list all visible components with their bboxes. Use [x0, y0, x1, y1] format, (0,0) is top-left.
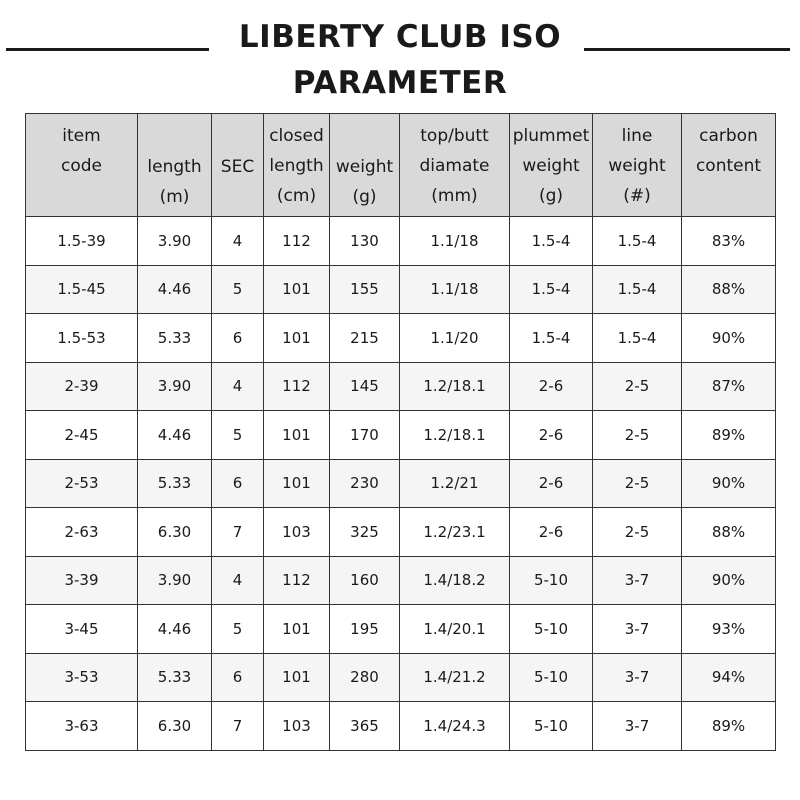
column-header-text: weight — [335, 157, 394, 177]
table-row — [26, 605, 776, 654]
table-cell-top-butt-diameter: 1.1/20 — [400, 314, 510, 363]
table-cell-weight: 325 — [330, 508, 400, 557]
table-cell-sec: 4 — [212, 217, 264, 266]
table-cell-carbon-content: 90% — [682, 556, 776, 605]
table-row — [26, 217, 776, 266]
table-cell-sec: 5 — [212, 411, 264, 460]
table-cell-top-butt-diameter: 1.2/18.1 — [400, 362, 510, 411]
table-cell-sec: 7 — [212, 702, 264, 751]
table-cell-closed-length: 112 — [264, 362, 330, 411]
table-cell-carbon-content: 89% — [682, 411, 776, 460]
table-row — [26, 556, 776, 605]
table-cell-closed-length: 112 — [264, 556, 330, 605]
column-header-text: length — [147, 157, 202, 177]
table-row — [26, 459, 776, 508]
table-row — [26, 702, 776, 751]
column-header-text: line — [621, 126, 653, 146]
table-cell-sec: 6 — [212, 459, 264, 508]
column-header-length — [138, 114, 212, 217]
table-cell-item-code: 2-53 — [26, 459, 138, 508]
table-cell-top-butt-diameter: 1.4/18.2 — [400, 556, 510, 605]
column-header-text: top/butt — [420, 126, 489, 146]
column-header-text: SEC — [220, 157, 255, 177]
parameter-table — [25, 113, 776, 751]
table-cell-carbon-content: 87% — [682, 362, 776, 411]
table-cell-length: 5.33 — [138, 653, 212, 702]
table-cell-weight: 160 — [330, 556, 400, 605]
table-body — [26, 217, 776, 751]
table-header-row — [26, 114, 776, 217]
table-cell-line-weight: 1.5-4 — [593, 314, 682, 363]
table-cell-top-butt-diameter: 1.1/18 — [400, 217, 510, 266]
title-rule-left — [6, 48, 209, 51]
table-cell-sec: 7 — [212, 508, 264, 557]
table-cell-plummet-weight: 5-10 — [510, 556, 593, 605]
table-cell-length: 6.30 — [138, 702, 212, 751]
table-row — [26, 411, 776, 460]
table-cell-closed-length: 101 — [264, 653, 330, 702]
table-cell-plummet-weight: 2-6 — [510, 411, 593, 460]
table-cell-line-weight: 3-7 — [593, 556, 682, 605]
column-header-text: length — [269, 156, 324, 176]
table-cell-item-code: 3-63 — [26, 702, 138, 751]
table-row — [26, 314, 776, 363]
column-header-carbon-content — [682, 114, 776, 217]
table-cell-length: 3.90 — [138, 556, 212, 605]
table-cell-item-code: 2-39 — [26, 362, 138, 411]
column-header-text: weight — [522, 156, 580, 176]
table-cell-item-code: 2-45 — [26, 411, 138, 460]
table-cell-closed-length: 101 — [264, 411, 330, 460]
table-row — [26, 508, 776, 557]
table-cell-sec: 4 — [212, 556, 264, 605]
table-cell-weight: 215 — [330, 314, 400, 363]
table-cell-length: 5.33 — [138, 459, 212, 508]
column-header-line-weight — [593, 114, 682, 217]
table-cell-weight: 365 — [330, 702, 400, 751]
table-cell-item-code: 1.5-45 — [26, 265, 138, 314]
table-cell-closed-length: 112 — [264, 217, 330, 266]
column-header-top-butt-diameter — [400, 114, 510, 217]
page-title-line-2: PARAMETER — [292, 65, 508, 101]
column-header-text: content — [695, 156, 762, 176]
table-cell-closed-length: 103 — [264, 702, 330, 751]
column-header-text: diamate — [419, 156, 490, 176]
table-cell-carbon-content: 90% — [682, 459, 776, 508]
table-cell-line-weight: 2-5 — [593, 411, 682, 460]
table-cell-closed-length: 101 — [264, 605, 330, 654]
table-cell-closed-length: 101 — [264, 459, 330, 508]
table-cell-top-butt-diameter: 1.2/21 — [400, 459, 510, 508]
column-header-text: (g) — [538, 186, 564, 206]
table-cell-plummet-weight: 1.5-4 — [510, 217, 593, 266]
column-header-text: (m) — [159, 187, 190, 207]
table-cell-weight: 230 — [330, 459, 400, 508]
table-cell-plummet-weight: 5-10 — [510, 702, 593, 751]
column-header-weight — [330, 114, 400, 217]
table-cell-carbon-content: 93% — [682, 605, 776, 654]
column-header-closed-length — [264, 114, 330, 217]
table-cell-length: 4.46 — [138, 411, 212, 460]
table-cell-sec: 6 — [212, 653, 264, 702]
column-header-text: (g) — [352, 187, 377, 207]
table-cell-weight: 170 — [330, 411, 400, 460]
column-header-text: (mm) — [431, 186, 478, 206]
table-cell-length: 5.33 — [138, 314, 212, 363]
table-cell-plummet-weight: 2-6 — [510, 459, 593, 508]
table-cell-closed-length: 101 — [264, 314, 330, 363]
page-title-line-1: LIBERTY CLUB ISO — [238, 19, 562, 55]
table-cell-line-weight: 3-7 — [593, 605, 682, 654]
table-cell-weight: 280 — [330, 653, 400, 702]
table-cell-item-code: 1.5-39 — [26, 217, 138, 266]
column-header-text: carbon — [699, 126, 758, 146]
table-cell-item-code: 2-63 — [26, 508, 138, 557]
table-cell-closed-length: 101 — [264, 265, 330, 314]
table-cell-weight: 155 — [330, 265, 400, 314]
table-cell-item-code: 3-45 — [26, 605, 138, 654]
column-header-text: item — [62, 126, 101, 146]
column-header-item-code — [26, 114, 138, 217]
table-cell-closed-length: 103 — [264, 508, 330, 557]
table-cell-top-butt-diameter: 1.4/20.1 — [400, 605, 510, 654]
table-row — [26, 265, 776, 314]
column-header-text: plummet — [512, 126, 590, 146]
column-header-sec — [212, 114, 264, 217]
table-cell-item-code: 1.5-53 — [26, 314, 138, 363]
table-cell-line-weight: 2-5 — [593, 362, 682, 411]
table-cell-top-butt-diameter: 1.1/18 — [400, 265, 510, 314]
table-row — [26, 362, 776, 411]
column-header-plummet-weight — [510, 114, 593, 217]
table-cell-sec: 5 — [212, 265, 264, 314]
table-cell-carbon-content: 94% — [682, 653, 776, 702]
column-header-text: code — [61, 156, 102, 176]
table-cell-carbon-content: 88% — [682, 265, 776, 314]
table-cell-plummet-weight: 2-6 — [510, 508, 593, 557]
table-cell-length: 3.90 — [138, 362, 212, 411]
table-cell-top-butt-diameter: 1.2/23.1 — [400, 508, 510, 557]
table-cell-item-code: 3-39 — [26, 556, 138, 605]
table-cell-line-weight: 1.5-4 — [593, 265, 682, 314]
table-cell-top-butt-diameter: 1.2/18.1 — [400, 411, 510, 460]
column-header-text: weight — [608, 156, 666, 176]
table-cell-carbon-content: 88% — [682, 508, 776, 557]
table-cell-carbon-content: 90% — [682, 314, 776, 363]
table-cell-item-code: 3-53 — [26, 653, 138, 702]
table-cell-weight: 130 — [330, 217, 400, 266]
table-cell-line-weight: 1.5-4 — [593, 217, 682, 266]
column-header-text: closed — [269, 126, 324, 146]
table-cell-plummet-weight: 2-6 — [510, 362, 593, 411]
column-header-text: (cm) — [276, 186, 317, 206]
table-cell-sec: 4 — [212, 362, 264, 411]
table-cell-weight: 195 — [330, 605, 400, 654]
table-cell-top-butt-diameter: 1.4/24.3 — [400, 702, 510, 751]
table-cell-line-weight: 2-5 — [593, 459, 682, 508]
table-cell-line-weight: 2-5 — [593, 508, 682, 557]
table-cell-line-weight: 3-7 — [593, 702, 682, 751]
table-cell-plummet-weight: 1.5-4 — [510, 265, 593, 314]
table-cell-plummet-weight: 1.5-4 — [510, 314, 593, 363]
table-cell-weight: 145 — [330, 362, 400, 411]
table-cell-length: 4.46 — [138, 265, 212, 314]
table-cell-length: 4.46 — [138, 605, 212, 654]
table-cell-sec: 5 — [212, 605, 264, 654]
table-row — [26, 653, 776, 702]
table-cell-sec: 6 — [212, 314, 264, 363]
table-cell-length: 6.30 — [138, 508, 212, 557]
title-rule-right — [584, 48, 790, 51]
table-cell-carbon-content: 83% — [682, 217, 776, 266]
column-header-text: (#) — [623, 186, 651, 206]
table-cell-line-weight: 3-7 — [593, 653, 682, 702]
table-cell-plummet-weight: 5-10 — [510, 605, 593, 654]
table-cell-plummet-weight: 5-10 — [510, 653, 593, 702]
table-cell-carbon-content: 89% — [682, 702, 776, 751]
table-cell-top-butt-diameter: 1.4/21.2 — [400, 653, 510, 702]
table-cell-length: 3.90 — [138, 217, 212, 266]
